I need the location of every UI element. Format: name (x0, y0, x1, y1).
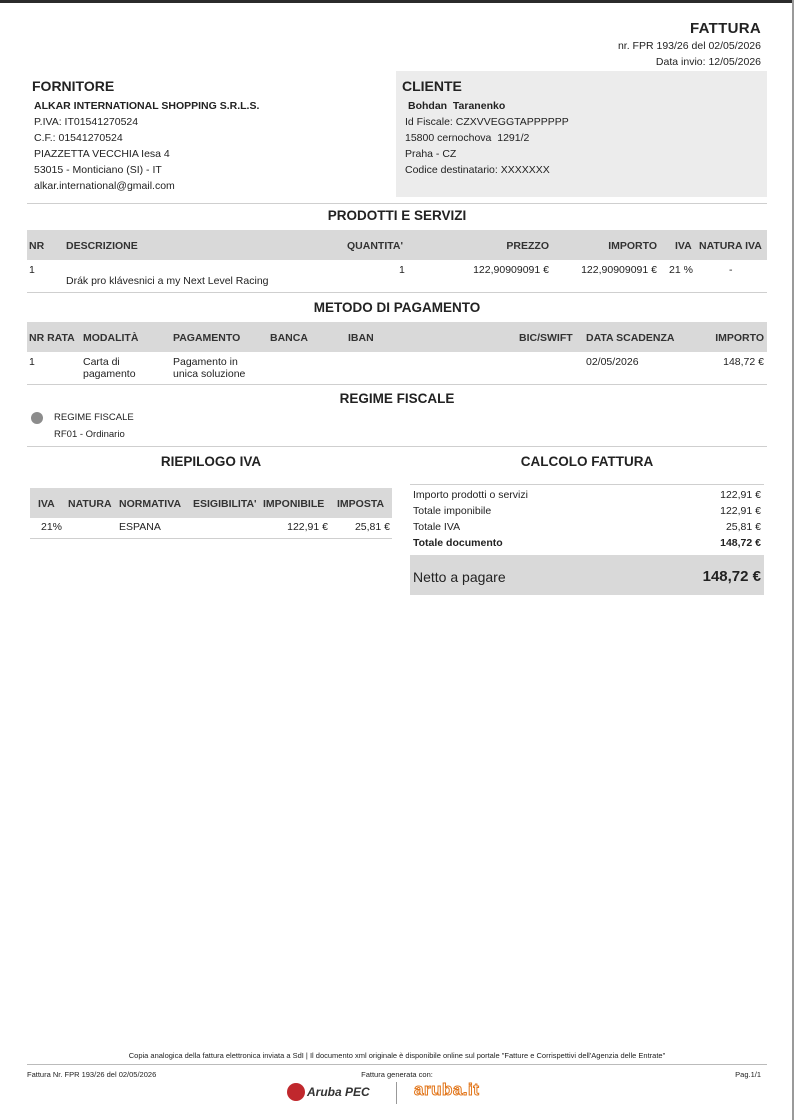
calc-label-products: Importo prodotti o servizi (413, 489, 528, 501)
col-chargeability: ESIGIBILITA' (193, 498, 257, 510)
row-amount: 122,90909091 € (581, 264, 657, 276)
supplier-cf: C.F.: 01541270524 (34, 132, 123, 144)
payment-mode-line1: Carta di (83, 356, 120, 368)
client-fiscal-id: Id Fiscale: CZXVVEGGTAPPPPPP (405, 116, 569, 128)
regime-value: RF01 - Ordinario (54, 429, 125, 440)
client-name: Bohdan Taranenko (408, 100, 506, 112)
calc-value-total: 148,72 € (720, 537, 761, 549)
col-description: DESCRIZIONE (66, 240, 138, 252)
vat-regulation: ESPANA (119, 521, 161, 533)
aruba-it-logo: aruba.it (414, 1080, 480, 1099)
page-number: Pag.1/1 (735, 1070, 761, 1079)
divider (27, 446, 767, 447)
col-nature: NATURA (68, 498, 112, 510)
col-vat-rate: IVA (38, 498, 55, 510)
col-iban: IBAN (348, 332, 374, 344)
row-description: Drák pro klávesnici a my Next Level Racing (66, 275, 269, 287)
table-row (27, 352, 767, 384)
payment-amount: 148,72 € (723, 356, 764, 368)
col-installment: NR RATA (29, 332, 75, 344)
vat-summary-title: RIEPILOGO IVA (160, 454, 262, 469)
supplier-email: alkar.international@gmail.com (34, 180, 175, 192)
col-payment: PAGAMENTO (173, 332, 241, 344)
divider (27, 384, 767, 385)
net-payable-box (410, 555, 764, 595)
col-quantity: QUANTITA' (347, 240, 403, 252)
col-tax: IMPOSTA (337, 498, 385, 510)
col-taxable: IMPONIBILE (263, 498, 325, 510)
payment-table-header (27, 322, 767, 352)
payment-type (173, 356, 245, 380)
calc-title: CALCOLO FATTURA (520, 454, 654, 469)
row-price: 122,90909091 € (473, 264, 549, 276)
table-row (27, 260, 767, 292)
payment-mode-line2: pagamento (83, 368, 136, 380)
col-amount: IMPORTO (608, 240, 657, 252)
client-address: 15800 cernochova 1291/2 (405, 132, 530, 144)
calc-label-vat: Totale IVA (413, 521, 461, 533)
footer-invoice-ref: Fattura Nr. FPR 193/26 del 02/05/2026 (27, 1070, 157, 1079)
client-recipient-code: Codice destinatario: XXXXXXX (405, 164, 550, 176)
col-vat-nature: NATURA IVA (699, 240, 762, 252)
payment-nr: 1 (29, 356, 35, 368)
divider (27, 203, 767, 204)
row-vat: 21 % (669, 264, 693, 276)
divider (30, 538, 392, 539)
payment-due-date: 02/05/2026 (586, 356, 639, 368)
send-date: Data invio: 12/05/2026 (655, 56, 761, 68)
net-payable-value: 148,72 € (702, 568, 761, 585)
col-due-date: DATA SCADENZA (586, 332, 675, 344)
aruba-pec-logo: Aruba PEC (307, 1085, 370, 1099)
calc-label-taxable: Totale imponibile (413, 505, 492, 517)
supplier-address: PIAZZETTA VECCHIA Iesa 4 (34, 148, 170, 160)
aruba-pec-logo-icon (287, 1083, 305, 1101)
col-nr: NR (29, 240, 45, 252)
document-title: FATTURA (690, 20, 761, 37)
row-nr: 1 (29, 264, 35, 276)
footer-generated-with: Fattura generata con: (361, 1070, 433, 1079)
calc-value-vat: 25,81 € (725, 521, 761, 533)
supplier-city: 53015 - Monticiano (SI) - IT (34, 164, 162, 176)
vat-taxable: 122,91 € (287, 521, 328, 533)
row-vat-nature: - (729, 264, 733, 276)
payment-type-line1: Pagamento in (173, 356, 238, 368)
supplier-heading: FORNITORE (32, 78, 115, 94)
col-price: PREZZO (506, 240, 549, 252)
footer-note: Copia analogica della fattura elettronica inviata a SdI | Il documento xml originale è disponibile online sul portale "Fatture e Corrispettivi dell'Agenzia delle Entrate" (128, 1051, 666, 1060)
divider (410, 484, 764, 485)
divider (27, 1064, 767, 1065)
regime-title: REGIME FISCALE (339, 391, 455, 406)
divider (27, 292, 767, 293)
top-border (0, 0, 794, 3)
bullet-icon (31, 412, 43, 424)
calc-value-products: 122,91 € (720, 489, 761, 501)
calc-value-taxable: 122,91 € (720, 505, 761, 517)
table-row (30, 518, 392, 538)
vat-summary-header (30, 488, 392, 518)
calc-label-total: Totale documento (413, 537, 503, 549)
supplier-name: ALKAR INTERNATIONAL SHOPPING S.R.L.S. (34, 100, 260, 112)
products-table-header (27, 230, 767, 260)
client-heading: CLIENTE (402, 78, 462, 94)
col-vat: IVA (675, 240, 692, 252)
invoice-number: nr. FPR 193/26 del 02/05/2026 (617, 40, 761, 52)
payment-title: METODO DI PAGAMENTO (313, 300, 481, 315)
row-quantity: 1 (399, 264, 405, 276)
col-bank: BANCA (270, 332, 308, 344)
vat-tax: 25,81 € (354, 521, 390, 533)
col-mode: MODALITÀ (83, 332, 139, 344)
payment-mode (83, 356, 136, 380)
regime-label: REGIME FISCALE (54, 412, 134, 423)
supplier-piva: P.IVA: IT01541270524 (34, 116, 139, 128)
col-regulation: NORMATIVA (119, 498, 182, 510)
col-payment-amount: IMPORTO (715, 332, 764, 344)
logo-separator (396, 1082, 397, 1104)
client-city: Praha - CZ (405, 148, 457, 160)
net-payable-label: Netto a pagare (413, 569, 506, 585)
products-title: PRODOTTI E SERVIZI (327, 208, 467, 223)
col-bic: BIC/SWIFT (519, 332, 573, 344)
payment-type-line2: unica soluzione (173, 368, 246, 380)
vat-rate: 21% (41, 521, 63, 533)
